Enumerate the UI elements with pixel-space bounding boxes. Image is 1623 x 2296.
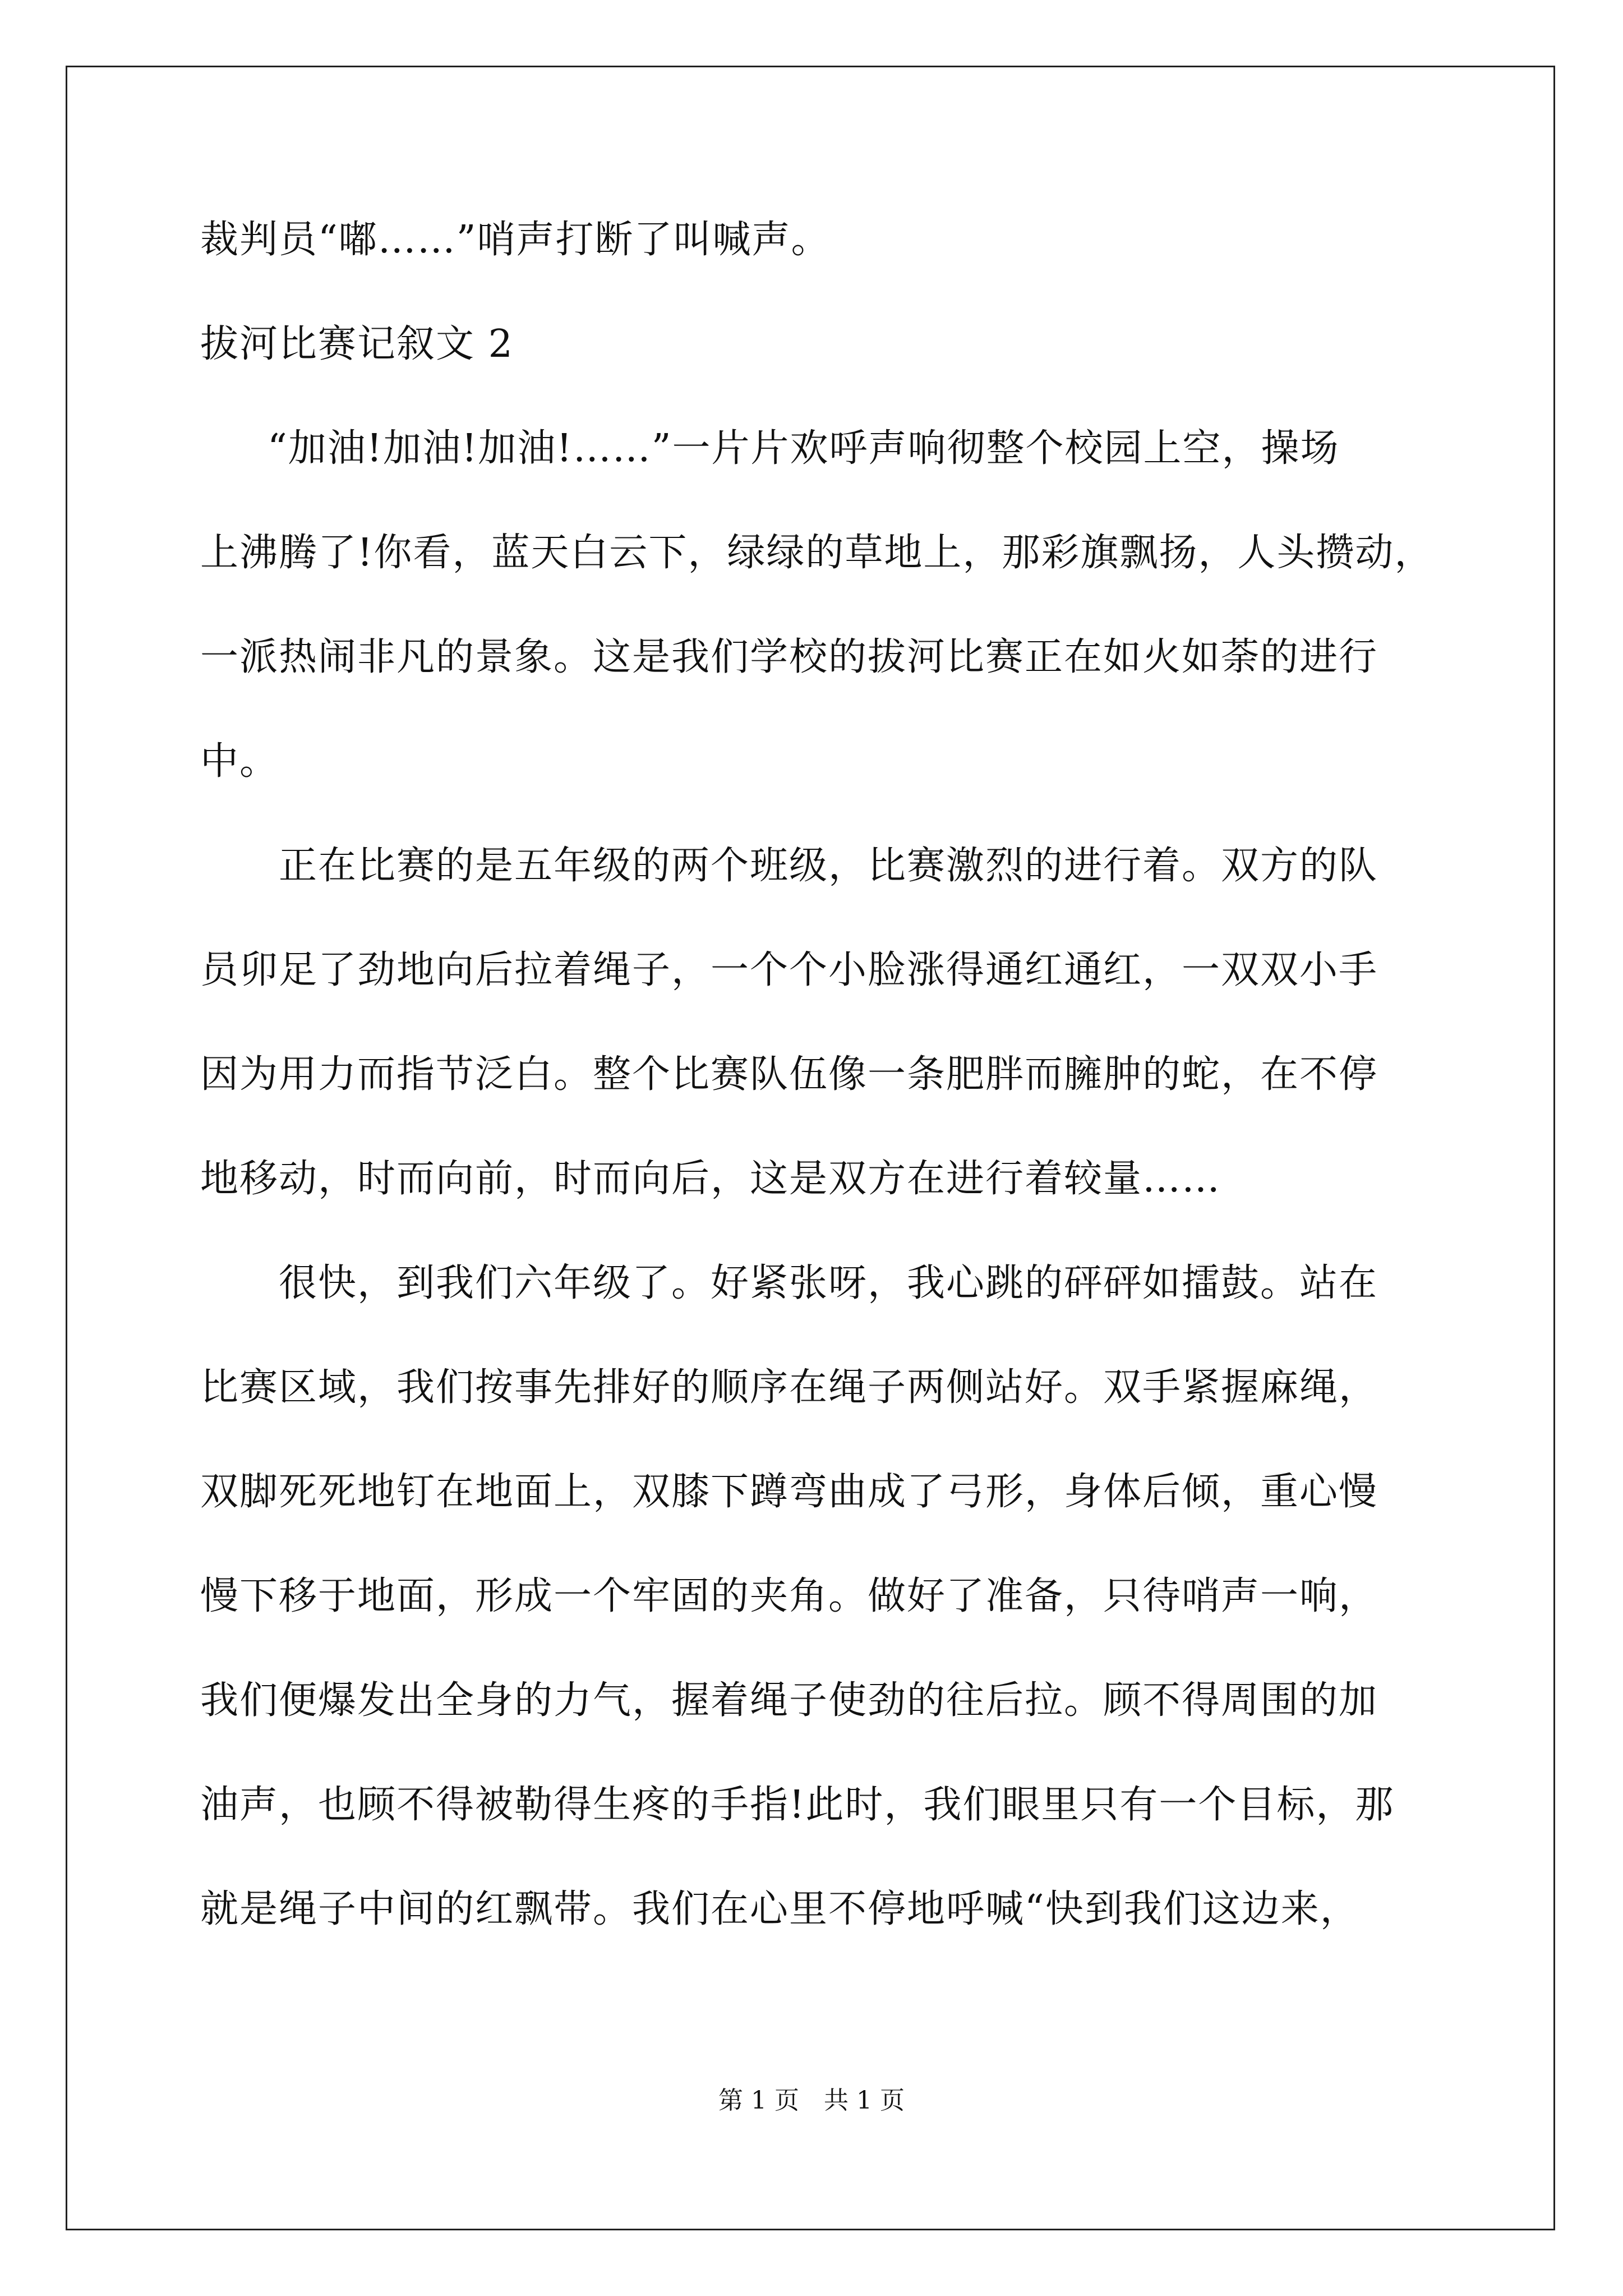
page-footer: 第 1 页 共 1 页 bbox=[718, 2086, 905, 2115]
text-line: 我们便爆发出全身的力气，握着绳子使劲的往后拉。顾不得周围的加 bbox=[200, 1678, 1378, 1723]
text-line: 地移动，时而向前，时而向后，这是双方在进行着较量…… bbox=[200, 1157, 1221, 1201]
text-line: 就是绳子中间的红飘带。我们在心里不停地呼喊“快到我们这边来， bbox=[200, 1887, 1359, 1931]
text-line: 上沸腾了!你看，蓝天白云下，绿绿的草地上，那彩旗飘扬，人头攒动， bbox=[200, 531, 1434, 575]
text-line: 比赛区域，我们按事先排好的顺序在绳子两侧站好。双手紧握麻绳， bbox=[200, 1365, 1378, 1410]
text-line: 双脚死死地钉在地面上，双膝下蹲弯曲成了弓形，身体后倾，重心慢 bbox=[200, 1470, 1378, 1514]
text-line: 一派热闹非凡的景象。这是我们学校的拔河比赛正在如火如荼的进行 bbox=[200, 635, 1378, 679]
text-line: 员卯足了劲地向后拉着绳子，一个个小脸涨得通红通红，一双双小手 bbox=[200, 948, 1378, 992]
text-line: “加油!加油!加油!……”一片片欢呼声响彻整个校园上空，操场 bbox=[268, 426, 1340, 471]
text-line: 中。 bbox=[200, 739, 279, 784]
text-line: 慢下移于地面，形成一个牢固的夹角。做好了准备，只待哨声一响， bbox=[200, 1574, 1378, 1618]
text-line: 正在比赛的是五年级的两个班级，比赛激烈的进行着。双方的队 bbox=[279, 844, 1378, 888]
text-line: 裁判员“嘟……”哨声打断了叫喊声。 bbox=[200, 218, 831, 262]
section-title: 拔河比赛记叙文 2 bbox=[200, 322, 514, 366]
text-line: 很快，到我们六年级了。好紧张呀，我心跳的砰砰如擂鼓。站在 bbox=[279, 1261, 1378, 1305]
text-line: 因为用力而指节泛白。整个比赛队伍像一条肥胖而臃肿的蛇，在不停 bbox=[200, 1052, 1378, 1097]
text-line: 油声，也顾不得被勒得生疼的手指!此时，我们眼里只有一个目标，那 bbox=[200, 1783, 1395, 1827]
